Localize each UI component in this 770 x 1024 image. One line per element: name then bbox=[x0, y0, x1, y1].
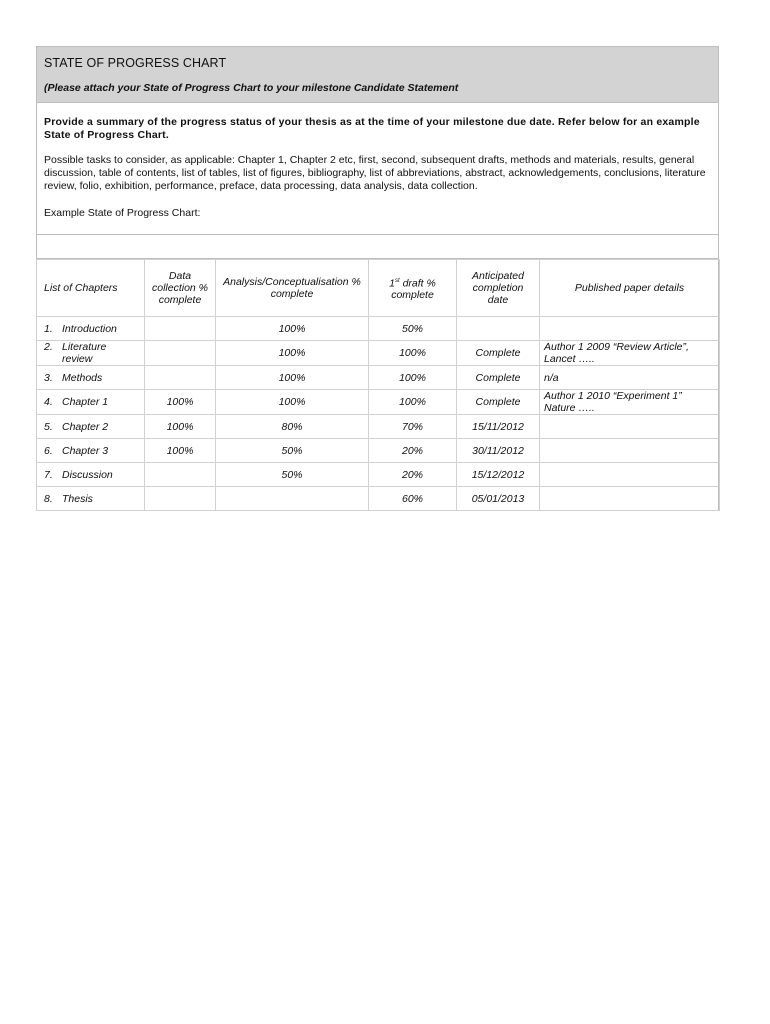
table-row bbox=[37, 390, 720, 415]
published-paper-cell: Author 1 2010 “Experiment 1” Nature ….. bbox=[540, 390, 720, 415]
analysis-cell: 100% bbox=[216, 341, 369, 366]
form-header bbox=[37, 47, 718, 103]
chapter-name: Chapter 2 bbox=[62, 420, 109, 433]
table-row bbox=[37, 415, 720, 439]
progress-table bbox=[36, 259, 720, 511]
first-draft-cell: 70% bbox=[369, 415, 457, 439]
chapter-cell bbox=[37, 463, 145, 487]
first-draft-cell: 20% bbox=[369, 463, 457, 487]
published-paper-cell bbox=[540, 415, 720, 439]
data-collection-cell: 100% bbox=[145, 439, 216, 463]
chapter-name: Discussion bbox=[62, 468, 113, 481]
chapter-number: 6. bbox=[44, 444, 53, 457]
possible-tasks-text: Possible tasks to consider, as applicable: Chapter 1, Chapter 2 etc, first, second, subsequent drafts, methods and materials, results, general discussion, table of contents, list of tables, list of figures, bibliography, list of abbreviations, abstract, acknowledgements, conclusions, literature review, folio, exhibition, performance, preface, data processing, data analysis, data collection. bbox=[44, 154, 706, 192]
chapter-number: 2. bbox=[44, 341, 53, 353]
instructions-section bbox=[37, 103, 718, 235]
analysis-cell bbox=[216, 487, 369, 511]
published-paper-cell bbox=[540, 439, 720, 463]
published-paper-cell: Author 1 2009 “Review Article”, Lancet ….. bbox=[540, 341, 720, 366]
form-subtitle: (Please attach your State of Progress Chart to your milestone Candidate Statement bbox=[44, 82, 459, 94]
chapter-name: Chapter 1 bbox=[62, 396, 109, 408]
data-collection-cell bbox=[145, 317, 216, 341]
chapter-name: Methods bbox=[62, 371, 103, 384]
completion-date-cell: Complete bbox=[457, 341, 540, 366]
chapter-number: 8. bbox=[44, 492, 53, 505]
table-row bbox=[37, 317, 720, 341]
analysis-cell: 100% bbox=[216, 390, 369, 415]
table-row bbox=[37, 366, 720, 390]
chapter-number: 3. bbox=[44, 371, 53, 384]
chapter-number: 4. bbox=[44, 396, 53, 408]
analysis-cell: 50% bbox=[216, 439, 369, 463]
first-draft-cell: 100% bbox=[369, 341, 457, 366]
completion-date-cell: 05/01/2013 bbox=[457, 487, 540, 511]
draft-prefix: 1 bbox=[389, 277, 395, 290]
chapter-cell bbox=[37, 415, 145, 439]
analysis-cell: 100% bbox=[216, 317, 369, 341]
form-title: STATE OF PROGRESS CHART bbox=[44, 56, 227, 70]
col-header-completion-date: Anticipated completion date bbox=[457, 260, 540, 317]
col-header-data-collection: Data collection % complete bbox=[145, 260, 216, 317]
data-collection-cell bbox=[145, 366, 216, 390]
table-row bbox=[37, 463, 720, 487]
col-header-chapters: List of Chapters bbox=[37, 260, 145, 317]
chapter-number: 1. bbox=[44, 322, 53, 335]
completion-date-cell: 30/11/2012 bbox=[457, 439, 540, 463]
chapter-cell bbox=[37, 439, 145, 463]
chapter-cell bbox=[37, 487, 145, 511]
data-collection-cell bbox=[145, 463, 216, 487]
progress-chart-form bbox=[36, 46, 719, 511]
chapter-cell bbox=[37, 366, 145, 390]
chapter-number: 7. bbox=[44, 468, 53, 481]
table-header-row bbox=[37, 260, 720, 317]
data-collection-cell: 100% bbox=[145, 390, 216, 415]
first-draft-cell: 20% bbox=[369, 439, 457, 463]
completion-date-cell bbox=[457, 317, 540, 341]
analysis-cell: 50% bbox=[216, 463, 369, 487]
data-collection-cell bbox=[145, 341, 216, 366]
published-paper-cell: n/a bbox=[540, 366, 720, 390]
table-row bbox=[37, 439, 720, 463]
first-draft-cell: 60% bbox=[369, 487, 457, 511]
chapter-cell bbox=[37, 390, 145, 415]
col-header-first-draft bbox=[369, 260, 457, 317]
completion-date-cell: 15/11/2012 bbox=[457, 415, 540, 439]
chapter-cell bbox=[37, 317, 145, 341]
published-paper-cell bbox=[540, 463, 720, 487]
chapter-number: 5. bbox=[44, 420, 53, 433]
draft-suffix: draft % complete bbox=[391, 277, 436, 302]
col-header-published-paper: Published paper details bbox=[540, 260, 720, 317]
blank-row bbox=[37, 235, 718, 259]
first-draft-cell: 100% bbox=[369, 390, 457, 415]
table-row bbox=[37, 341, 720, 366]
chapter-name: Thesis bbox=[62, 492, 93, 505]
analysis-cell: 100% bbox=[216, 366, 369, 390]
chapter-name: Introduction bbox=[62, 322, 117, 335]
data-collection-cell bbox=[145, 487, 216, 511]
completion-date-cell: 15/12/2012 bbox=[457, 463, 540, 487]
chapter-name: Literature review bbox=[62, 341, 107, 365]
chapter-name: Chapter 3 bbox=[62, 444, 109, 457]
completion-date-cell: Complete bbox=[457, 390, 540, 415]
table-row bbox=[37, 487, 720, 511]
draft-sup: st bbox=[394, 277, 400, 284]
first-draft-cell: 50% bbox=[369, 317, 457, 341]
example-label: Example State of Progress Chart: bbox=[44, 207, 201, 219]
instructions-lead: Provide a summary of the progress status of your thesis as at the time of your milestone due date. Refer below for an example State of Progress Chart. bbox=[44, 116, 700, 141]
data-collection-cell: 100% bbox=[145, 415, 216, 439]
chapter-cell bbox=[37, 341, 145, 366]
published-paper-cell bbox=[540, 487, 720, 511]
first-draft-cell: 100% bbox=[369, 366, 457, 390]
analysis-cell: 80% bbox=[216, 415, 369, 439]
completion-date-cell: Complete bbox=[457, 366, 540, 390]
col-header-analysis: Analysis/Conceptualisation % complete bbox=[216, 260, 369, 317]
published-paper-cell bbox=[540, 317, 720, 341]
